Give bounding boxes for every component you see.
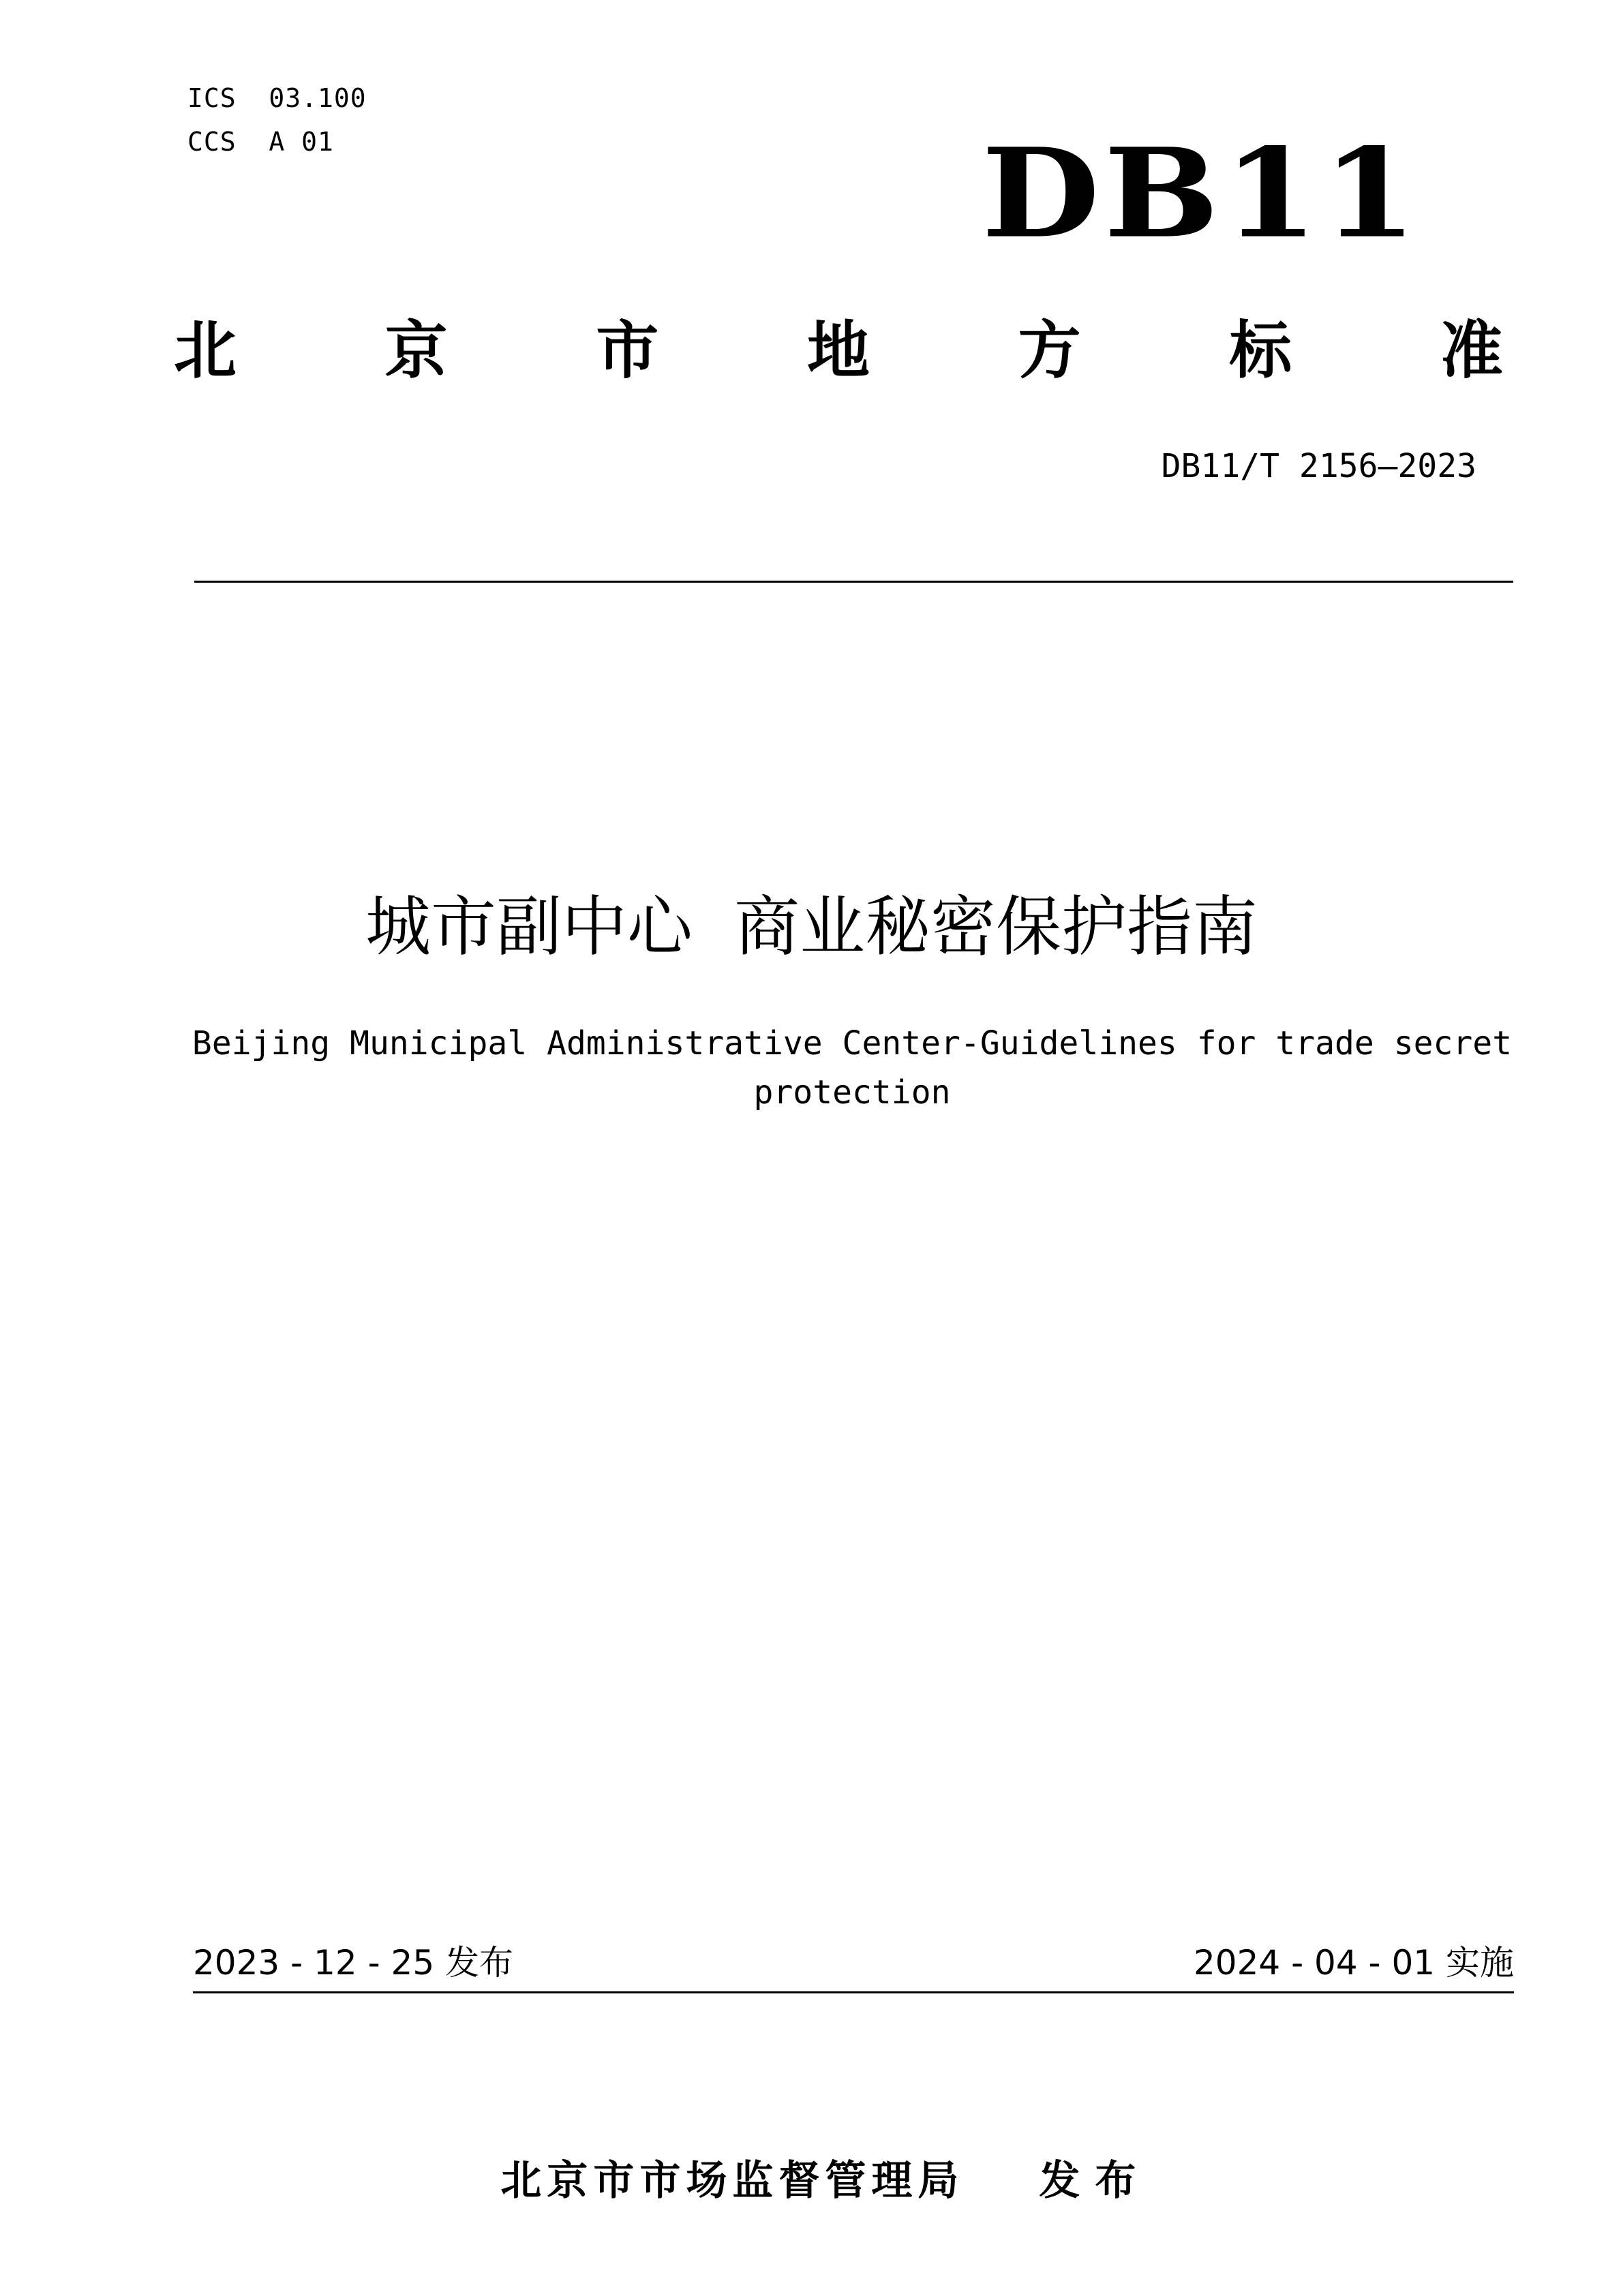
standard-type-char: 准 [1440,314,1503,387]
document-title-english [191,1019,1513,1117]
standard-type-char: 标 [1229,314,1292,387]
bottom-divider [193,1991,1514,1993]
implementation-date: 2024 - 04 - 01 实施 [1193,1943,1514,1983]
english-title-line-1: Beijing Municipal Administrative Center-Guidelines for trade secret [192,1024,1513,1062]
standard-number: DB11/T 2156—2023 [1161,447,1476,485]
issue-label: 发布 [1039,2157,1151,2205]
standard-type-char: 市 [596,314,659,387]
classification-codes [187,76,367,164]
release-date: 2023 - 12 - 25 发布 [193,1943,514,1983]
db11-logo: DB11 [982,121,1421,266]
english-title-line-2: protection [753,1073,951,1112]
top-divider [194,581,1513,583]
standard-type-heading [174,310,1503,392]
standard-type-char: 北 [174,314,237,387]
standard-type-char: 地 [806,314,870,387]
document-title-chinese: 城市副中心 商业秘密保护指南 [365,889,1258,965]
standard-type-char: 方 [1018,314,1081,387]
ccs-code: CCS A 01 [187,127,334,157]
ics-code: ICS 03.100 [187,83,367,113]
publisher-line [0,2099,1623,2208]
standard-type-char: 京 [384,314,448,387]
issuing-authority: 北京市市场监督管理局 [500,2157,965,2205]
